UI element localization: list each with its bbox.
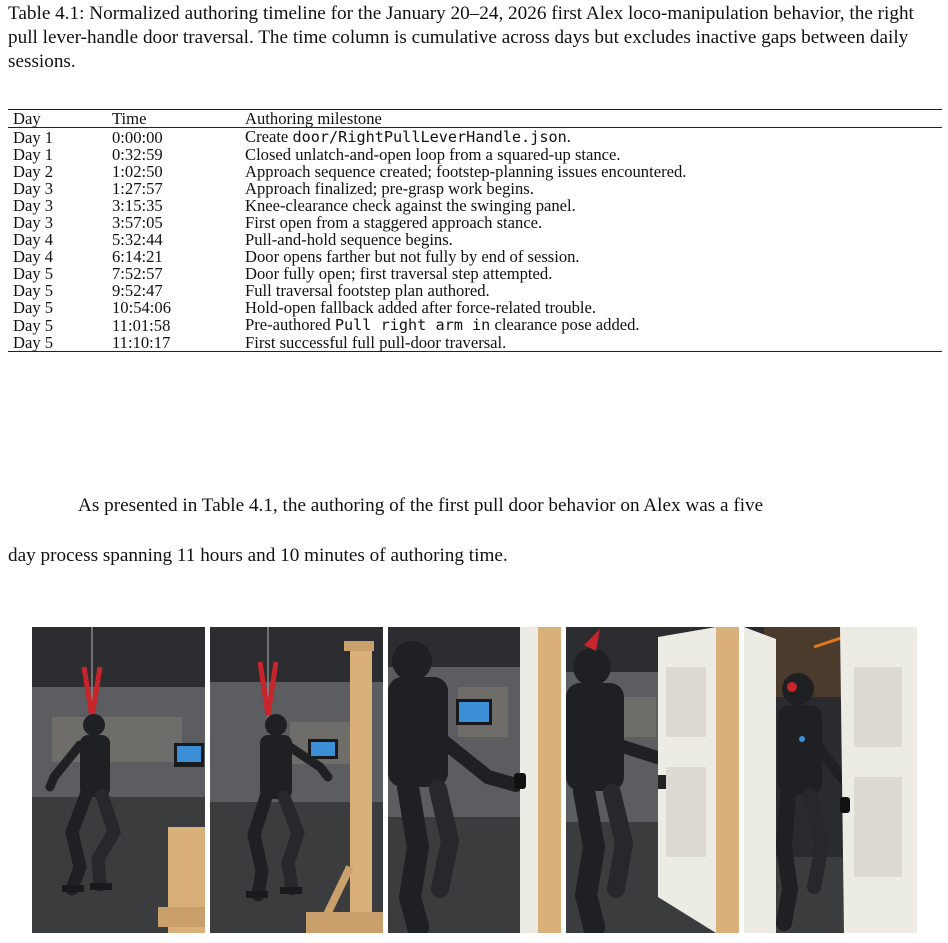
header-time: Time <box>107 110 240 128</box>
cell-time: 3:15:35 <box>112 196 163 215</box>
robot-photo-4 <box>566 627 739 933</box>
table-body <box>8 128 942 352</box>
table-caption: Table 4.1: Normalized authoring timeline for the January 20–24, 2026 first Alex loco-manipulation behavior, the right pull lever-handle door traversal. The time column is cumulative across days but excludes inactive gaps between daily sessions. <box>8 3 914 72</box>
robot-photo-1 <box>32 627 205 933</box>
cell-milestone <box>240 214 942 231</box>
table-row <box>8 248 942 265</box>
milestone-text: Hold-open fallback added after force-related trouble. <box>245 298 597 317</box>
milestone-text: First successful full pull-door traversal. <box>245 333 507 352</box>
cell-day: Day 1 <box>13 127 54 147</box>
body-paragraph-line-2: day process spanning 11 hours and 10 minutes of authoring time. <box>8 545 508 566</box>
cell-day: Day 1 <box>13 145 54 164</box>
cell-milestone <box>240 231 942 248</box>
cell-time: 6:14:21 <box>112 247 163 266</box>
milestone-text: Knee-clearance check against the swinging panel. <box>245 196 576 215</box>
cell-milestone <box>240 248 942 265</box>
photo-frame-4 <box>566 627 739 933</box>
table-row <box>8 180 942 197</box>
table-header-row <box>8 110 942 128</box>
milestone-text-suffix: clearance pose added. <box>490 315 640 334</box>
cell-time: 5:32:44 <box>112 230 163 249</box>
milestone-text: Full traversal footstep plan authored. <box>245 281 490 300</box>
table-row <box>8 316 942 334</box>
milestone-code: door/RightPullLeverHandle.json <box>292 128 567 146</box>
header-milestone: Authoring milestone <box>240 110 942 128</box>
cell-time: 1:02:50 <box>112 162 163 181</box>
cell-milestone <box>240 316 942 334</box>
milestone-text-suffix: . <box>566 127 571 146</box>
cell-day: Day 3 <box>13 179 54 198</box>
cell-milestone <box>240 197 942 214</box>
table-row <box>8 299 942 316</box>
table-row <box>8 214 942 231</box>
table-row <box>8 163 942 180</box>
cell-milestone <box>240 180 942 197</box>
milestone-text: Pre-authored <box>245 315 335 334</box>
cell-time: 11:10:17 <box>107 334 240 352</box>
milestone-code: Pull right arm in <box>334 316 491 334</box>
table-row <box>8 265 942 282</box>
cell-day: Day 3 <box>13 196 54 215</box>
table-row <box>8 146 942 163</box>
cell-time: 1:27:57 <box>112 179 163 198</box>
robot-photo-5 <box>744 627 917 933</box>
table-row <box>8 231 942 248</box>
cell-milestone <box>240 334 942 352</box>
cell-day: Day 5 <box>8 334 107 352</box>
milestone-text: Approach sequence created; footstep-planning issues encountered. <box>245 162 687 181</box>
photo-frame-5 <box>744 627 917 933</box>
body-paragraph-line-1: As presented in Table 4.1, the authoring of the first pull door behavior on Alex was a five <box>78 495 764 516</box>
milestone-text: Pull-and-hold sequence begins. <box>245 230 453 249</box>
table-row <box>8 197 942 214</box>
cell-time: 10:54:06 <box>112 298 172 317</box>
table-row <box>8 282 942 299</box>
photo-frame-3 <box>388 627 561 933</box>
cell-milestone <box>240 299 942 316</box>
cell-milestone <box>240 128 942 147</box>
milestone-text: Door fully open; first traversal step attempted. <box>245 264 553 283</box>
timeline-table <box>8 109 942 352</box>
cell-time: 0:32:59 <box>112 145 163 164</box>
cell-day: Day 5 <box>13 298 54 317</box>
photo-sequence-figure <box>32 627 916 933</box>
header-day: Day <box>8 110 107 128</box>
cell-day: Day 3 <box>13 213 54 232</box>
milestone-text: Door opens farther but not fully by end of session. <box>245 247 580 266</box>
cell-milestone <box>240 146 942 163</box>
table-row <box>8 334 942 352</box>
cell-day: Day 5 <box>13 264 54 283</box>
cell-time: 9:52:47 <box>112 281 163 300</box>
cell-milestone <box>240 163 942 180</box>
cell-time: 0:00:00 <box>112 127 163 147</box>
cell-day: Day 5 <box>13 315 54 335</box>
cell-time: 11:01:58 <box>112 315 171 335</box>
cell-milestone <box>240 282 942 299</box>
photo-frame-2 <box>210 627 383 933</box>
milestone-text: Approach finalized; pre-grasp work begins. <box>245 179 534 198</box>
robot-photo-3 <box>388 627 561 933</box>
cell-milestone <box>240 265 942 282</box>
photo-frame-1 <box>32 627 205 933</box>
cell-day: Day 4 <box>13 230 54 249</box>
cell-day: Day 2 <box>13 162 54 181</box>
milestone-text: Create <box>245 127 293 146</box>
cell-day: Day 4 <box>13 247 54 266</box>
cell-day: Day 5 <box>13 281 54 300</box>
table-row <box>8 128 942 147</box>
milestone-text: First open from a staggered approach stance. <box>245 213 543 232</box>
milestone-text: Closed unlatch-and-open loop from a squared-up stance. <box>245 145 621 164</box>
cell-time: 3:57:05 <box>112 213 163 232</box>
robot-photo-2 <box>210 627 383 933</box>
cell-time: 7:52:57 <box>112 264 163 283</box>
